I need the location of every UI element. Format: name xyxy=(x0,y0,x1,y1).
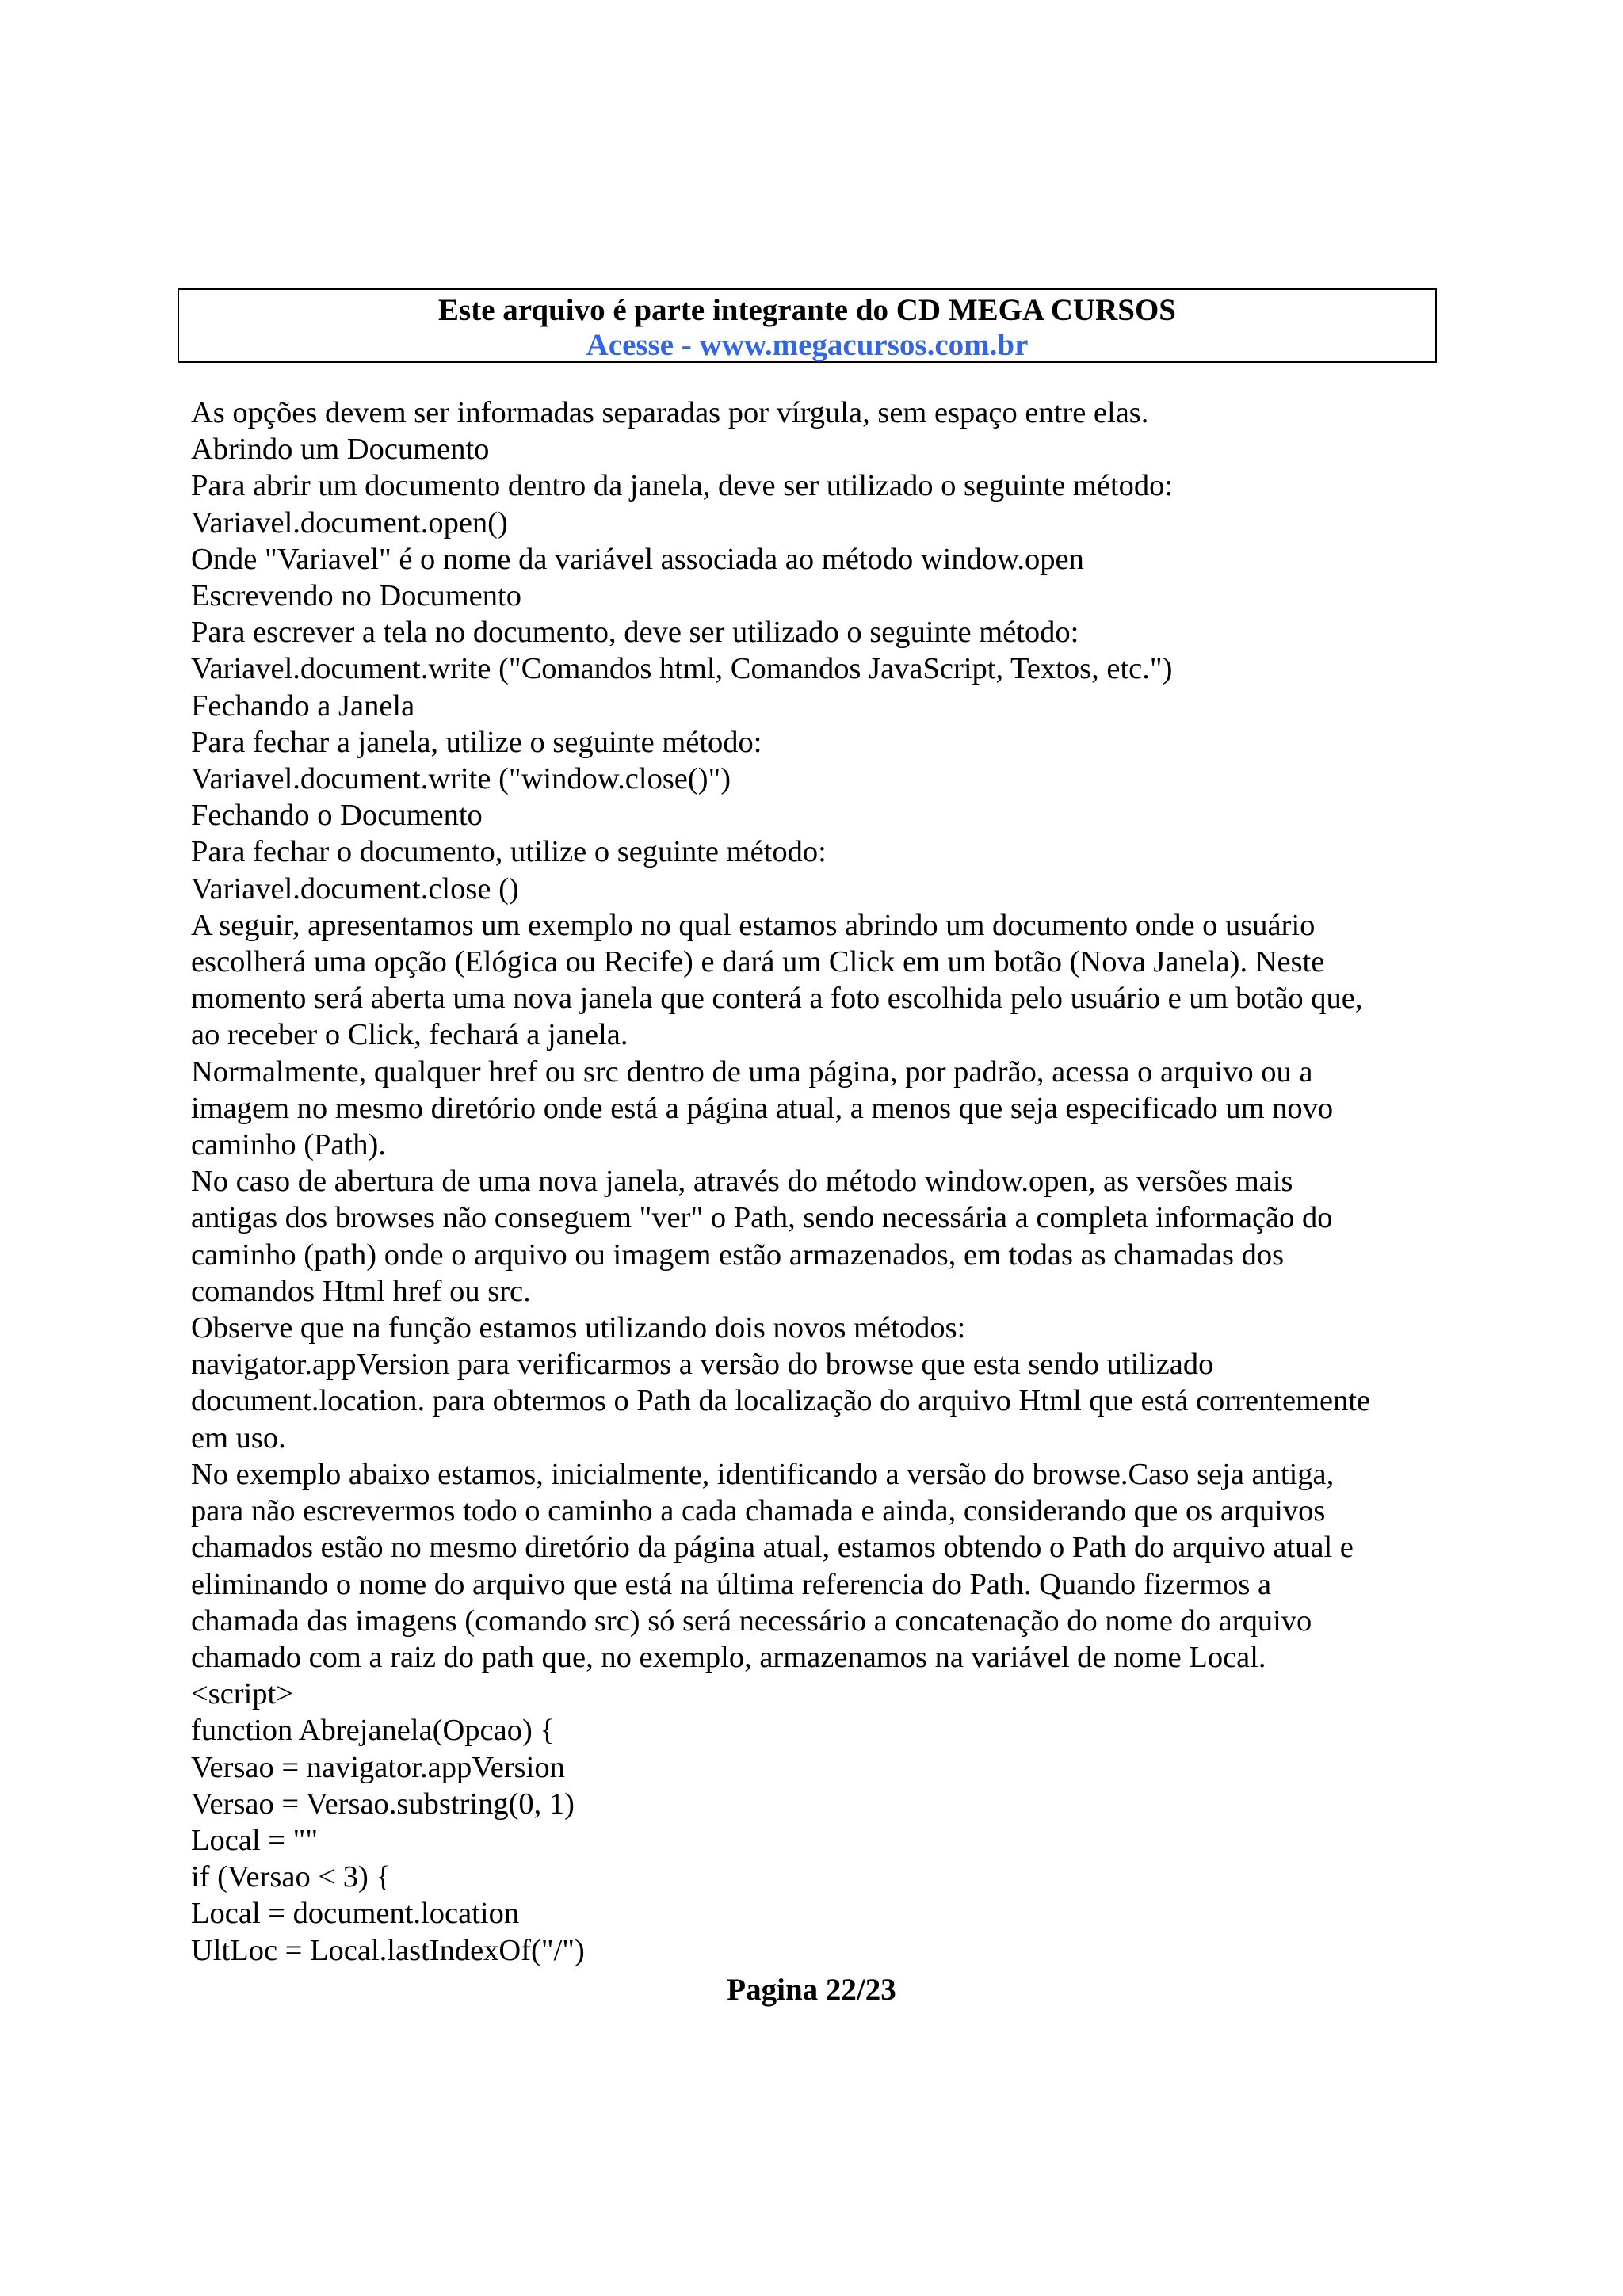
text-line: Para escrever a tela no documento, deve ser utilizado o seguinte método: xyxy=(191,616,1079,650)
text-line: No caso de abertura de uma nova janela, através do método window.open, as versões mais xyxy=(191,1165,1293,1199)
text-line: Fechando a Janela xyxy=(191,688,415,723)
text-line: function Abrejanela(Opcao) { xyxy=(191,1714,555,1748)
text-line: Para fechar o documento, utilize o seguinte método: xyxy=(191,835,827,869)
text-line: momento será aberta uma nova janela que conterá a foto escolhida pelo usuário e um botão que, xyxy=(191,982,1363,1016)
text-line: antigas dos browses não conseguem "ver" o Path, sendo necessária a completa informação do xyxy=(191,1201,1333,1235)
text-line: eliminando o nome do arquivo que está na última referencia do Path. Quando fizermos a xyxy=(191,1567,1272,1601)
text-line: Abrindo um Documento xyxy=(191,433,490,467)
text-line: As opções devem ser informadas separadas por vírgula, sem espaço entre elas. xyxy=(191,396,1149,429)
text-line: Escrevendo no Documento xyxy=(191,579,521,613)
text-line: chamada das imagens (comando src) só será necessário a concatenação do nome do arquivo xyxy=(191,1604,1312,1638)
text-line: caminho (path) onde o arquivo ou imagem estão armazenados, em todas as chamadas dos xyxy=(191,1238,1285,1272)
text-line: Variavel.document.close () xyxy=(191,871,519,906)
text-line: navigator.appVersion para verificarmos a versão do browse que esta sendo utilizado xyxy=(191,1348,1214,1382)
header-title: Este arquivo é parte integrante do CD MEGA CURSOS xyxy=(438,293,1176,327)
text-line: Normalmente, qualquer href ou src dentro de uma página, por padrão, acessa o arquivo ou a xyxy=(191,1055,1313,1089)
text-line: A seguir, apresentamos um exemplo no qual estamos abrindo um documento onde o usuário xyxy=(191,908,1316,942)
text-line: Variavel.document.open() xyxy=(191,505,508,540)
text-line: Variavel.document.write ("window.close()") xyxy=(191,762,731,796)
text-line: chamado com a raiz do path que, no exemplo, armazenamos na variável de nome Local. xyxy=(191,1640,1266,1674)
text-line: <script> xyxy=(191,1677,293,1711)
text-line: UltLoc = Local.lastIndexOf("/") xyxy=(191,1933,585,1967)
text-line: Versao = navigator.appVersion xyxy=(191,1750,565,1784)
text-line: Onde "Variavel" é o nome da variável associada ao método window.open xyxy=(191,542,1084,576)
text-line: escolherá uma opção (Elógica ou Recife) e dará um Click em um botão (Nova Janela). Neste xyxy=(191,945,1325,979)
text-line: No exemplo abaixo estamos, inicialmente, identificando a versão do browse.Caso seja antiga, xyxy=(191,1457,1335,1491)
text-line: Fechando o Documento xyxy=(191,799,483,833)
page-number: Pagina 22/23 xyxy=(727,1973,896,2007)
text-line: Para abrir um documento dentro da janela, deve ser utilizado o seguinte método: xyxy=(191,469,1174,503)
text-line: Versao = Versao.substring(0, 1) xyxy=(191,1787,575,1821)
text-line: comandos Html href ou src. xyxy=(191,1274,531,1308)
header-link[interactable]: Acesse - www.megacursos.com.br xyxy=(586,328,1029,362)
text-line: Variavel.document.write ("Comandos html, Comandos JavaScript, Textos, etc.") xyxy=(191,652,1173,686)
text-line: if (Versao < 3) { xyxy=(191,1860,391,1894)
text-line: para não escrevermos todo o caminho a cada chamada e ainda, considerando que os arquivos xyxy=(191,1494,1326,1528)
text-line: ao receber o Click, fechará a janela. xyxy=(191,1018,628,1052)
text-line: em uso. xyxy=(191,1421,286,1455)
text-line: caminho (Path). xyxy=(191,1128,386,1162)
text-line: document.location. para obtermos o Path da localização do arquivo Html que está correntemente xyxy=(191,1384,1371,1418)
text-line: Observe que na função estamos utilizando dois novos métodos: xyxy=(191,1311,966,1345)
text-line: Para fechar a janela, utilize o seguinte método: xyxy=(191,725,762,759)
text-line: imagem no mesmo diretório onde está a página atual, a menos que seja especificado um novo xyxy=(191,1091,1334,1125)
document-body xyxy=(191,395,1459,1969)
text-line: Local = document.location xyxy=(191,1897,520,1931)
text-line: chamados estão no mesmo diretório da página atual, estamos obtendo o Path do arquivo atual e xyxy=(191,1531,1354,1565)
header-box xyxy=(178,288,1437,363)
text-line: Local = "" xyxy=(191,1823,319,1857)
